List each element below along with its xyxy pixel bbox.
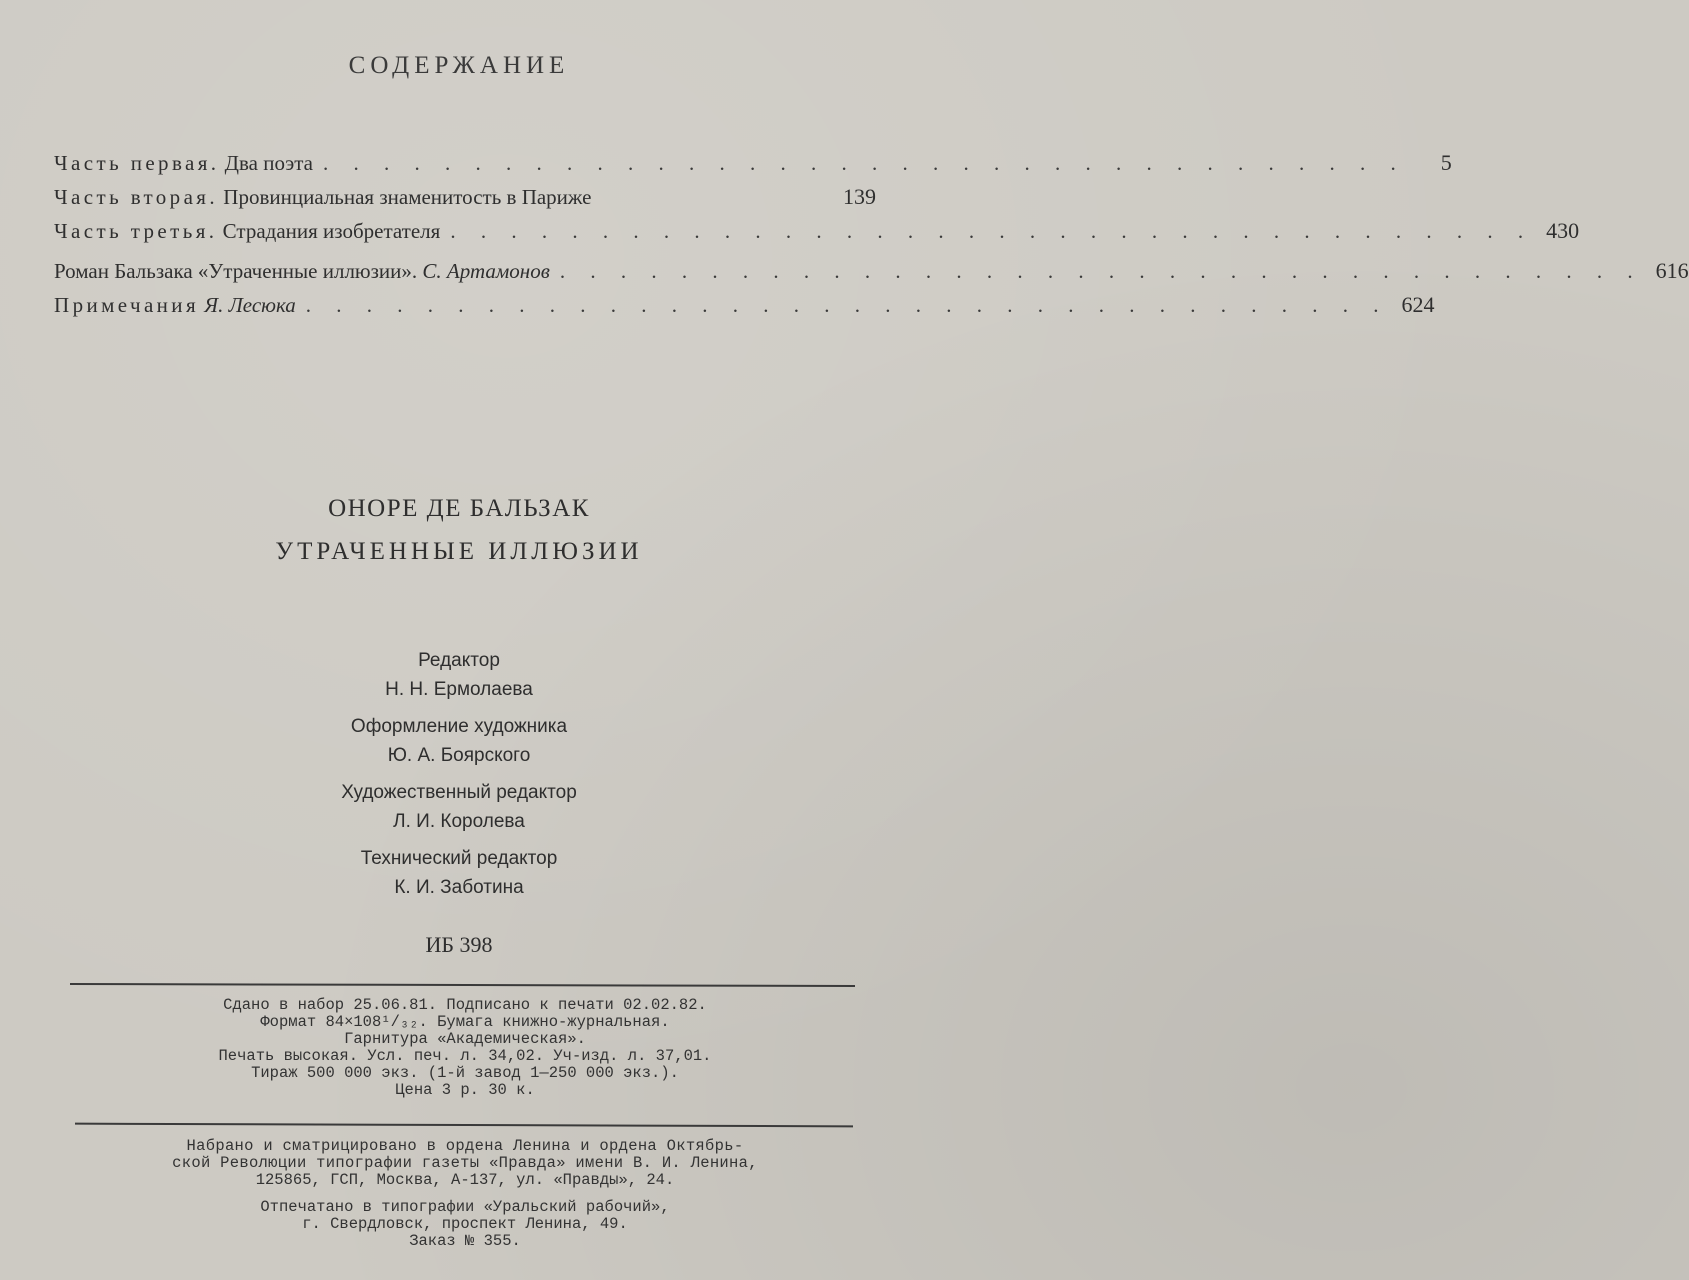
toc-entry-title: Роман Бальзака «Утраченные иллюзии».: [54, 259, 423, 283]
print-detail-line: Тираж 500 000 экз. (1-й завод 1—250 000 экз.).: [251, 1064, 679, 1082]
toc-entry-page: 616: [1655, 258, 1689, 283]
divider-rule: [70, 983, 855, 987]
divider-rule: [75, 1123, 853, 1128]
print-detail-line: Формат 84×108¹/₃₂. Бумага книжно-журнальная.: [260, 1013, 670, 1031]
print-detail-line: Гарнитура «Академическая».: [344, 1030, 586, 1048]
toc-entry-part: Часть вторая.: [54, 185, 219, 209]
toc-entry: [54, 150, 1452, 184]
toc-entry: [54, 184, 876, 218]
toc-heading: СОДЕРЖАНИЕ: [348, 52, 570, 79]
toc-entry-page: 624: [1401, 292, 1435, 317]
toc-entry-label: [54, 151, 313, 176]
toc-entry-author: С. Артамонов: [422, 259, 550, 283]
toc-entry-part: Часть первая.: [54, 151, 220, 175]
credit-role: Редактор: [418, 650, 500, 671]
print-detail-line: Цена 3 р. 30 к.: [395, 1081, 535, 1099]
credit-person: Ю. А. Боярского: [387, 745, 531, 766]
table-of-contents: [54, 150, 1689, 326]
toc-leader-dots: . . . . . . . . . . . . . . . . . . . . . . . . . . . . . . . . . . . .: [305, 293, 1389, 317]
toc-entry-page: 430: [1546, 218, 1580, 243]
credit-person: Л. И. Королева: [393, 811, 525, 832]
print-details: [0, 997, 930, 1099]
toc-entry-page: 139: [843, 184, 876, 209]
toc-entry: [54, 292, 1435, 326]
printer-detail-line: г. Свердловск, проспект Ленина, 49.: [302, 1215, 628, 1233]
toc-entry-title: Провинциальная знаменитость в Париже: [218, 185, 592, 209]
toc-entry-label: [54, 259, 550, 284]
printer-detail-line: Заказ № 355.: [409, 1232, 521, 1250]
credit-role: Оформление художника: [350, 716, 568, 737]
toc-entry-part: Часть третья.: [54, 219, 218, 243]
toc-entry-label: [54, 293, 296, 318]
credit-person: К. И. Заботина: [394, 877, 524, 898]
toc-leader-dots: . . . . . . . . . . . . . . . . . . . . . . . . . . . . . . . . . . . .: [450, 219, 1534, 243]
print-detail-line: Печать высокая. Усл. печ. л. 34,02. Уч-изд. л. 37,01.: [218, 1047, 712, 1065]
toc-entry-title: Два поэта: [219, 151, 313, 175]
ib-number: ИБ 398: [425, 932, 493, 957]
credit-person: Н. Н. Ермолаева: [385, 679, 533, 700]
toc-entry-part: Примечания: [54, 293, 200, 317]
credit-role: Технический редактор: [360, 848, 558, 869]
toc-entry-label: [54, 185, 591, 210]
book-author: ОНОРЕ ДЕ БАЛЬЗАК: [328, 495, 590, 522]
printer-details: [0, 1138, 930, 1250]
credit-entry: [0, 778, 918, 836]
toc-entry: [54, 218, 1580, 252]
credits: [0, 646, 918, 910]
toc-entry-author: Я. Лесюка: [204, 293, 296, 317]
credit-entry: [0, 844, 918, 902]
toc-entry-title: Страдания изобретателя: [217, 219, 441, 243]
toc-entry-page: 5: [1440, 150, 1452, 175]
book-title: УТРАЧЕННЫЕ ИЛЛЮЗИИ: [275, 538, 643, 565]
toc-leader-dots: . . . . . . . . . . . . . . . . . . . . . . . . . . . . . . . . . . . .: [322, 151, 1406, 175]
printer-detail-line: Отпечатано в типографии «Уральский рабочий»,: [260, 1198, 670, 1216]
printer-detail-line: ской Революции типографии газеты «Правда» имени В. И. Ленина,: [172, 1154, 758, 1172]
print-detail-line: Сдано в набор 25.06.81. Подписано к печати 02.02.82.: [223, 996, 707, 1014]
toc-entry-label: [54, 219, 440, 244]
toc-leader-dots: . . . . . . . . . . . . . . . . . . . . . . . . . . . . . . . . . . . .: [559, 259, 1643, 283]
credit-entry: [0, 646, 918, 704]
printer-detail-line: 125865, ГСП, Москва, А-137, ул. «Правды», 24.: [255, 1171, 675, 1189]
printer-detail-line: Набрано и сматрицировано в ордена Ленина и ордена Октябрь-: [186, 1137, 744, 1155]
toc-entry: [54, 258, 1689, 292]
credit-entry: [0, 712, 918, 770]
credit-role: Художественный редактор: [341, 782, 577, 803]
